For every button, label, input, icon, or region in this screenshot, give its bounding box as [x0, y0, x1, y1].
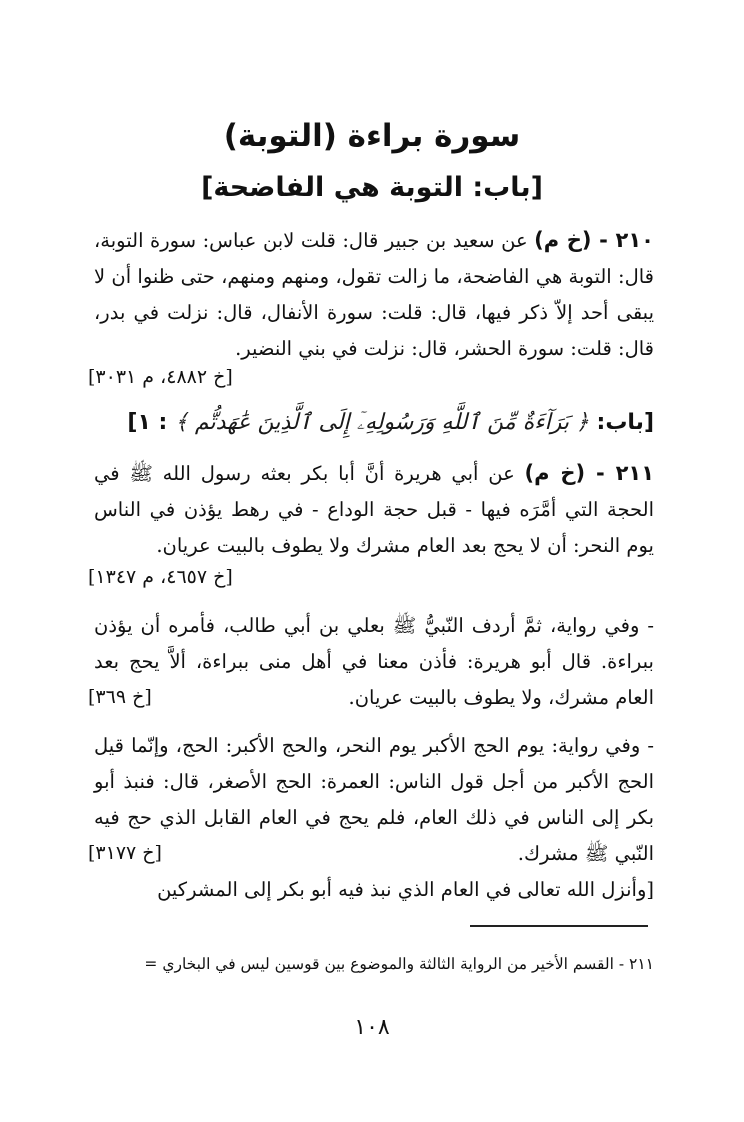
hadith-210-text: عن سعيد بن جبير قال: قلت لابن عباس: سورة التوبة، قال: التوبة هي الفاضحة، ما زالت تقول، ومنهم ومنهم، حتى ظنوا أن لا يبقى أحد إلاّ ذكر فيها، قال: قلت: سورة الأنفال، قال: نزلت في بدر، قال: قلت: سورة الحشر، قال: نزلت في بني النضير.: [94, 229, 654, 360]
hadith-211-text: عن أبي هريرة أنَّ أبا بكر بعثه رسول الله ﷺ في الحجة التي أمَّرَه فيها - قبل حجة الوداع - في رهط يؤذن في الناس يوم النحر: أن لا يحج بعد العام مشرك ولا يطوف بالبيت عريان.: [94, 462, 654, 557]
footnote: ٢١١ - القسم الأخير من الرواية الثالثة والموضوع بين قوسين ليس في البخاري =: [144, 955, 654, 973]
footnote-divider: [470, 925, 648, 927]
riwaya-1-text: - وفي رواية، ثمَّ أردف النّبيُّ ﷺ بعلي بن أبي طالب، فأمره أن يؤذن ببراءة. قال أبو هريرة: فأذن معنا في أهل منى ببراءة، ألاَّ يحج بعد العام مشرك، ولا يطوف بالبيت عريان.: [94, 614, 654, 709]
riwaya-1: [94, 608, 654, 716]
page-number: ١٠٨: [354, 1015, 390, 1040]
hadith-210-number: ٢١٠ - (خ م): [534, 228, 654, 252]
riwaya-1-ref: [خ ٣٦٩]: [88, 686, 152, 708]
bab-2-verse: ﴿ بَرَآءَةٌ مِّنَ ٱللَّهِ وَرَسُولِهِۦٓ إِلَى ٱلَّذِينَ عَٰهَدتُّم ﴾: [175, 410, 589, 435]
bab-2-label: [باب:: [596, 410, 654, 435]
surah-title: سورة براءة (التوبة): [223, 118, 521, 154]
closing-line: [وأنزل الله تعالى في العام الذي نبذ فيه أبو بكر إلى المشركين: [157, 878, 654, 901]
hadith-211-number: ٢١١ - (خ م): [524, 461, 655, 485]
riwaya-2-ref: [خ ٣١٧٧]: [88, 842, 162, 864]
bab-heading-2: [94, 410, 654, 435]
riwaya-2-text: - وفي رواية: يوم الحج الأكبر يوم النحر، والحج الأكبر: الحج، وإنّما قيل الحج الأكبر من أجل قول الناس: العمرة: الحج الأصغر، قال: فنبذ أبو بكر إلى الناس في ذلك العام، فلم يحج في العام القابل الذي حج فيه النّبي ﷺ مشرك.: [94, 734, 654, 865]
hadith-210-ref: [خ ٤٨٨٢، م ٣٠٣١]: [88, 366, 233, 388]
riwaya-2: [94, 728, 654, 872]
hadith-210: [94, 222, 654, 367]
chapter-heading: [باب: التوبة هي الفاضحة]: [201, 172, 543, 203]
bab-2-suffix: : ١]: [127, 410, 168, 435]
hadith-211: [94, 455, 654, 564]
hadith-211-ref: [خ ٤٦٥٧، م ١٣٤٧]: [88, 566, 233, 588]
